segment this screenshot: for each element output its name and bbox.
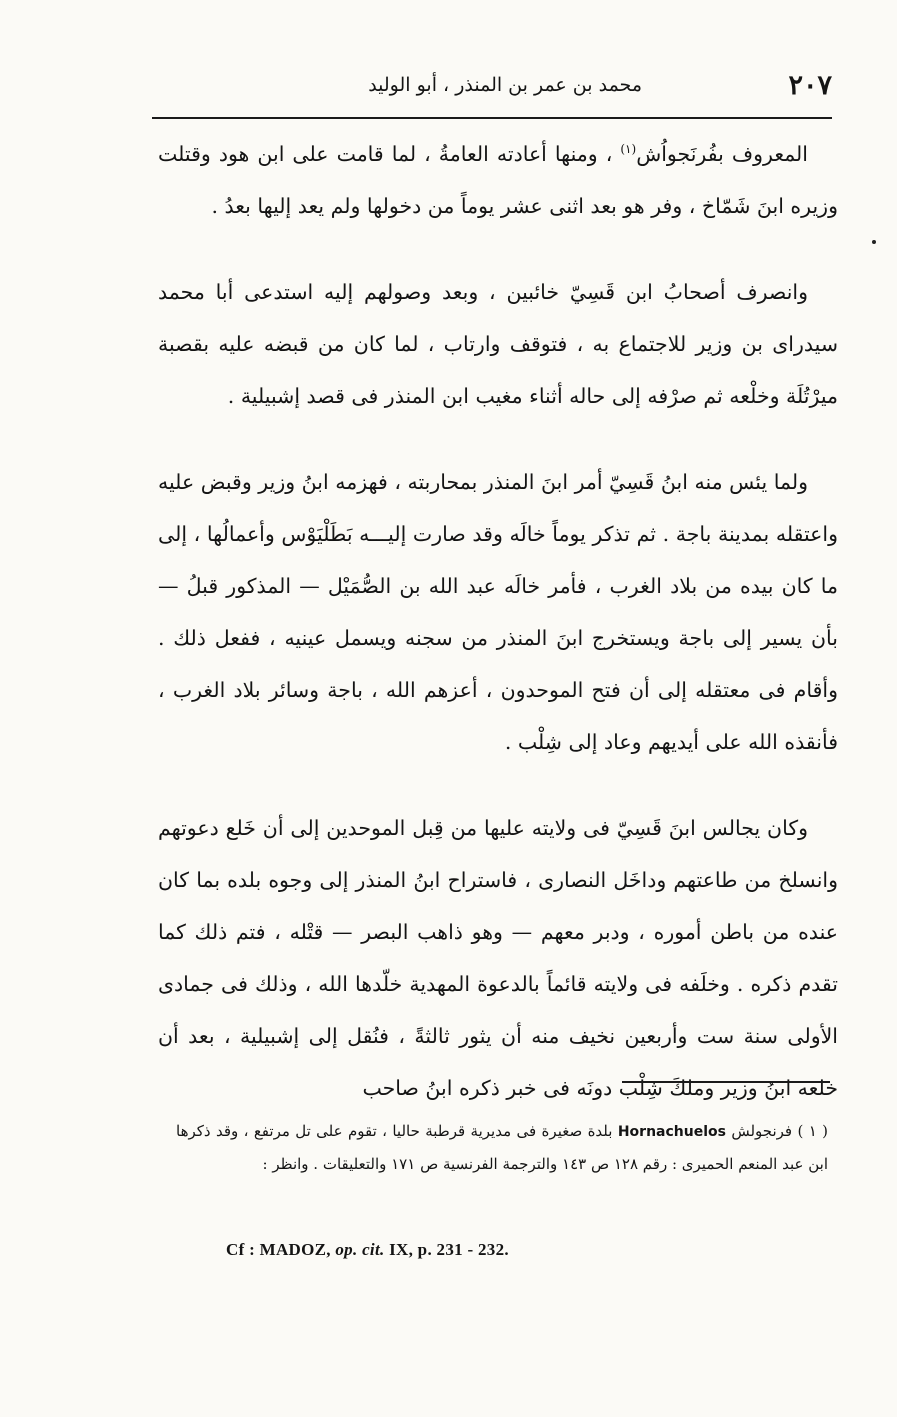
paragraph-1-rest: ، ومنها أعادته العامةُ ، لما قامت على ابن هود وقتلت وزيره ابنَ شَمّاخ ، وفر هو بعد اثنى عشر يوماً من دخولها ولم يعد إليها بعدُ . — [158, 142, 838, 218]
paragraph-1 — [158, 128, 838, 232]
footnote-citation — [226, 1240, 509, 1260]
citation-author: Cf : MADOZ, — [226, 1240, 331, 1259]
citation-op-cit: op. cit. — [335, 1240, 385, 1259]
page-header — [152, 64, 832, 116]
footnote-body: بلدة صغيرة فى مديرية قرطبة حاليا ، تقوم على تل مرتفع ، وقد ذكرها ابن عبد المنعم الحميرى : رقم ١٢٨ ص ١٤٣ والترجمة الفرنسية ص ١٧١ والتعليقات . وانظر : — [176, 1122, 828, 1173]
paragraph-1-start: المعروف بفُرنَجواُش — [636, 142, 809, 166]
footnote-latin-term: Hornachuelos — [617, 1124, 726, 1140]
footnote-text — [176, 1115, 828, 1180]
print-speck — [872, 240, 876, 244]
header-rule — [152, 117, 832, 119]
footnote-marker: (١) — [620, 142, 637, 157]
page-number: ٢٠٧ — [788, 70, 832, 101]
footnote-separator — [622, 1081, 830, 1083]
footnote-number: ( ١ ) فرنجولش — [731, 1122, 828, 1140]
footnote — [176, 1115, 828, 1180]
paragraph-2: وانصرف أصحابُ ابن قَسِيّ خائبين ، وبعد وصولهم إليه استدعى أبا محمد سيدراى بن وزير للاجتماع به ، فتوقف وارتاب ، لما كان من قبضه عليه بقصبة ميرْتُلَة وخلْعه ثم صرْفه إلى حاله أثناء مغيب ابن المنذر فى قصد إشبيلية . — [158, 280, 838, 408]
paragraph-3: ولما يئس منه ابنُ قَسِيّ أمر ابنَ المنذر بمحاربته ، فهزمه ابنُ وزير وقبض عليه واعتقله بمدينة باجة . ثم تذكر يوماً خالَه وقد صارت إليـــه بَطَلْيَوْس وأعمالُها ، إلى ما كان بيده من بلاد الغرب ، فأمر خالَه عبد الله بن الصُّمَيْل — المذكور قبلُ — بأن يسير إلى باجة ويستخرج ابنَ المنذر من سجنه ويسمل عينيه ، ففعل ذلك . وأقام فى معتقله إلى أن فتح الموحدون ، أعزهم الله ، باجة وسائر بلاد الغرب ، فأنقذه الله على أيديهم وعاد إلى شِلْب . — [158, 470, 838, 754]
citation-pages: IX, p. 231 - 232. — [389, 1240, 509, 1259]
paragraph-4: وكان يجالس ابنَ قَسِيّ فى ولايته عليها من قِبل الموحدين إلى أن خَلع دعوتهم وانسلخ من طاعتهم وداخَل النصارى ، فاستراح ابنُ المنذر إلى وجوه بلده بما كان عنده من باطن أموره ، ودبر معهم — وهو ذاهب البصر — قتْله ، فتم ذلك كما تقدم ذكره . وخلَفه فى ولايته قائماً بالدعوة المهدية خلّدها الله ، وذلك فى جمادى الأولى سنة ست وأربعين نخيف منه أن يثور ثالثةً ، فنُقل إلى إشبيلية ، بعد أن خلعه ابنُ وزير وملكَ شِلْب دونَه فى خبر ذكره ابنُ صاحب — [158, 816, 838, 1100]
running-title: محمد بن عمر بن المنذر ، أبو الوليد — [368, 74, 642, 96]
main-text — [158, 128, 838, 1114]
